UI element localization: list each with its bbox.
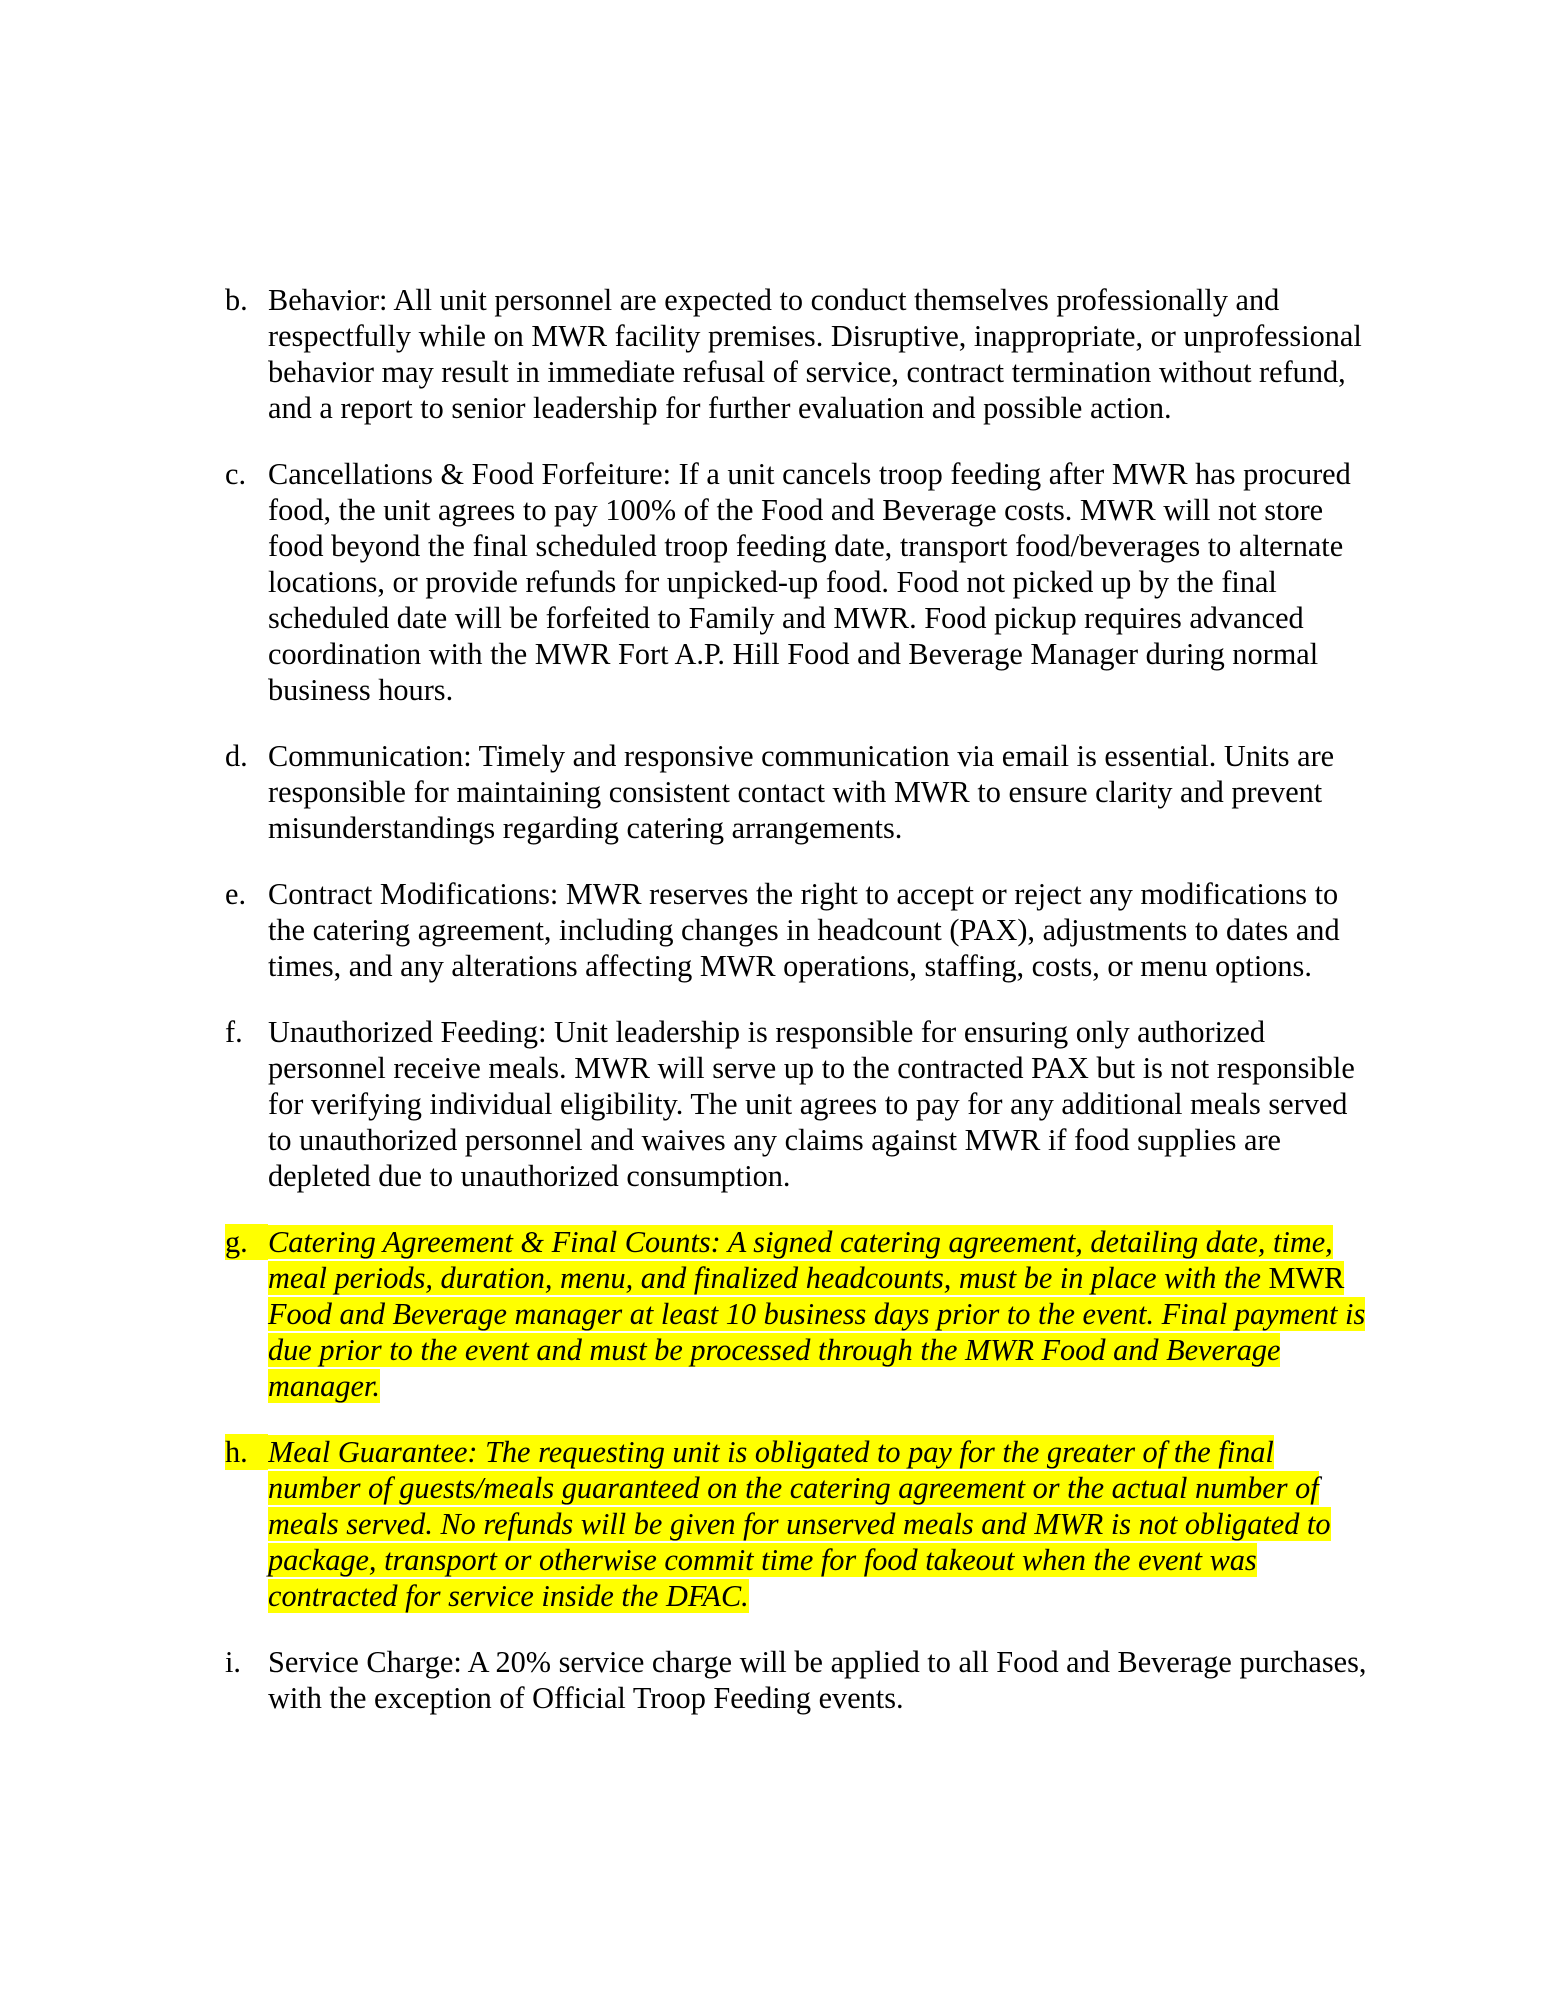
item-label: g. bbox=[225, 1224, 268, 1260]
item-text: Contract Modifications: MWR reserves the right to accept or reject any modifications to the catering agreement, including changes in headcount (PAX), adjustments to dates and times, and any alterations affecting MWR operations, staffing, costs, or menu options. bbox=[268, 877, 1340, 983]
item-label: h. bbox=[225, 1434, 268, 1470]
item-text: Cancellations & Food Forfeiture: If a unit cancels troop feeding after MWR has procured food, the unit agrees to pay 100% of the Food and Beverage costs. MWR will not store food beyond the final scheduled troop feeding date, transport food/beverages to alternate locations, or provide refunds for unpicked-up food. Food not picked up by the final scheduled date will be forfeited to Family and MWR. Food pickup requires advanced coordination with the MWR Fort A.P. Hill Food and Beverage Manager during normal business hours. bbox=[268, 457, 1351, 707]
list-item-i bbox=[225, 1644, 1368, 1716]
item-label: d. bbox=[225, 739, 248, 773]
item-text-roman-segment: MWR bbox=[1268, 1261, 1345, 1295]
item-text: Unauthorized Feeding: Unit leadership is responsible for ensuring only authorized personnel receive meals. MWR will serve up to the contracted PAX but is not responsible for verifying individual eligibility. The unit agrees to pay for any additional meals served to unauthorized personnel and waives any claims against MWR if food supplies are depleted due to unauthorized consumption. bbox=[268, 1015, 1355, 1193]
list-item-d bbox=[225, 738, 1368, 846]
item-label: f. bbox=[225, 1015, 243, 1049]
list-item-f bbox=[225, 1014, 1368, 1194]
item-text: Behavior: All unit personnel are expected to conduct themselves professionally and respectfully while on MWR facility premises. Disruptive, inappropriate, or unprofessional behavior may result in immediate refusal of service, contract termination without refund, and a report to senior leadership for further evaluation and possible action. bbox=[268, 283, 1362, 425]
terms-list bbox=[225, 282, 1368, 1746]
item-label: e. bbox=[225, 877, 247, 911]
list-item-b bbox=[225, 282, 1368, 426]
item-label: b. bbox=[225, 283, 248, 317]
list-item-c bbox=[225, 456, 1368, 708]
item-text: Communication: Timely and responsive communication via email is essential. Units are responsible for maintaining consistent contact with MWR to ensure clarity and prevent misunderstandings regarding catering arrangements. bbox=[268, 739, 1335, 845]
item-label: c. bbox=[225, 457, 247, 491]
item-text: Meal Guarantee: The requesting unit is obligated to pay for the greater of the final number of guests/meals guaranteed on the catering agreement or the actual number of meals served. No refunds will be given for unserved meals and MWR is not obligated to package, transport or otherwise commit time for food takeout when the event was contracted for service inside the DFAC. bbox=[268, 1435, 1331, 1613]
list-item-g-highlighted bbox=[225, 1224, 1368, 1404]
item-text: Service Charge: A 20% service charge will be applied to all Food and Beverage purchases, with the exception of Official Troop Feeding events. bbox=[268, 1645, 1367, 1715]
item-text: Catering Agreement & Final Counts: A signed catering agreement, detailing date, time, meal periods, duration, menu, and finalized headcounts, must be in place with the MWR Food and Beverage manager at least 10 business days prior to the event. Final payment is due prior to the event and must be processed through the MWR Food and Beverage manager. bbox=[268, 1225, 1366, 1403]
list-item-e bbox=[225, 876, 1368, 984]
item-label: i. bbox=[225, 1645, 241, 1679]
list-item-h-highlighted bbox=[225, 1434, 1368, 1614]
